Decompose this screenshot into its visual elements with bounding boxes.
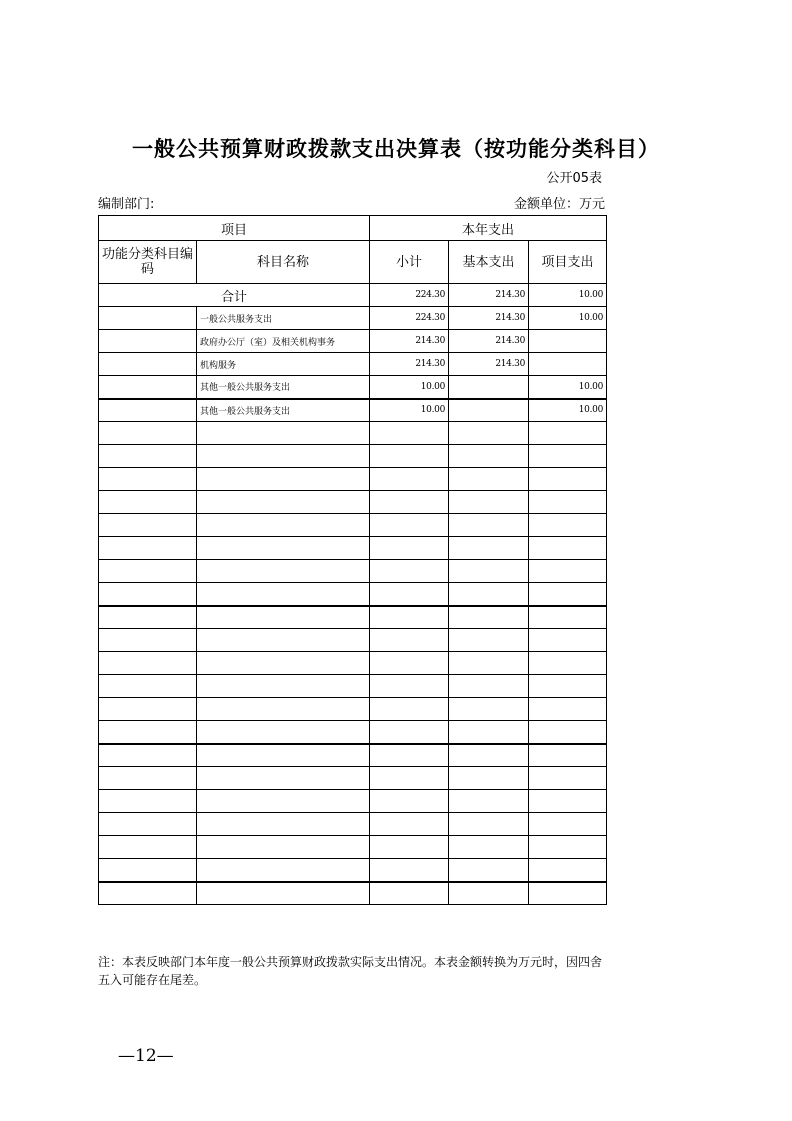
header-project: 项目支出 [529, 241, 607, 284]
empty-row [99, 813, 607, 836]
cell-text: 214.30 [495, 336, 526, 346]
cell-name [197, 353, 370, 376]
cell-subtotal [370, 468, 449, 491]
empty-row [99, 698, 607, 721]
header-subtotal: 小计 [370, 241, 449, 284]
table-code: 公开05表 [546, 171, 602, 186]
cell-code [0, 520, 7, 543]
empty-row [99, 537, 607, 560]
cell-project [529, 445, 607, 468]
cell-subtotal [370, 399, 449, 422]
cell-name [197, 629, 370, 652]
table-row [99, 399, 607, 422]
cell-project [529, 353, 607, 376]
cell-basic [449, 514, 529, 537]
cell-basic [449, 790, 529, 813]
cell-code [0, 980, 7, 1003]
cell-text: 其他一般公共服务支出 [200, 406, 291, 417]
cell-subtotal [370, 606, 449, 629]
cell-project [529, 376, 607, 399]
cell-name [197, 836, 370, 859]
cell-subtotal [370, 652, 449, 675]
cell-subtotal [370, 583, 449, 606]
cell-name [197, 744, 370, 767]
cell-code [0, 750, 7, 773]
cell-code [0, 474, 7, 497]
cell-project [529, 836, 607, 859]
cell-text: 10.00 [578, 381, 604, 392]
cell-project [529, 698, 607, 721]
cell-code [0, 773, 7, 796]
cell-subtotal [370, 537, 449, 560]
cell-basic [449, 721, 529, 744]
empty-row [99, 882, 607, 905]
header-item: 项目 [99, 216, 370, 241]
header-code: 功能分类科目编码 [99, 241, 197, 284]
cell-subtotal [370, 307, 449, 330]
cell-project [529, 721, 607, 744]
cell-project [529, 560, 607, 583]
cell-text: 214.30 [415, 336, 446, 346]
cell-text: 政府办公厅（室）及相关机构事务 [200, 337, 336, 348]
cell-name [197, 721, 370, 744]
cell-project [529, 813, 607, 836]
cell-subtotal [370, 330, 449, 353]
cell-subtotal [370, 629, 449, 652]
cell-project [529, 652, 607, 675]
cell-name [197, 560, 370, 583]
cell-basic [449, 652, 529, 675]
empty-row [99, 491, 607, 514]
cell-project [529, 537, 607, 560]
cell-basic [449, 767, 529, 790]
cell-text: 224.30 [415, 313, 446, 323]
cell-code [0, 796, 7, 819]
cell-project [529, 399, 607, 422]
cell-basic [449, 560, 529, 583]
cell-code [0, 1049, 7, 1072]
cell-project [529, 882, 607, 905]
cell-text: 机构服务 [200, 360, 237, 371]
empty-row [99, 560, 607, 583]
cell-name [197, 583, 370, 606]
total-subtotal: 224.30 [370, 284, 449, 307]
empty-row [99, 790, 607, 813]
cell-project [529, 307, 607, 330]
header-year-expense: 本年支出 [370, 216, 607, 241]
table-row [99, 330, 607, 353]
cell-name [197, 859, 370, 882]
total-label: 合计 [99, 284, 370, 307]
cell-text: 214.30 [415, 359, 446, 369]
cell-code [0, 566, 7, 589]
cell-name [197, 514, 370, 537]
cell-code [0, 612, 7, 635]
cell-subtotal [370, 675, 449, 698]
cell-basic [449, 468, 529, 491]
cell-code [0, 658, 7, 681]
empty-row [99, 422, 607, 445]
cell-code [0, 1003, 7, 1026]
cell-basic [449, 813, 529, 836]
cell-subtotal [370, 422, 449, 445]
empty-row [99, 445, 607, 468]
empty-row [99, 629, 607, 652]
cell-basic [449, 836, 529, 859]
header-basic: 基本支出 [449, 241, 529, 284]
cell-name [197, 882, 370, 905]
page-number: —12— [118, 1046, 174, 1066]
unit-label: 金额单位：万元 [513, 197, 605, 212]
cell-subtotal [370, 882, 449, 905]
cell-subtotal [370, 744, 449, 767]
cell-project [529, 675, 607, 698]
cell-name [197, 330, 370, 353]
page-title: 一般公共预算财政拨款支出决算表（按功能分类科目） [132, 137, 660, 161]
cell-project [529, 514, 607, 537]
cell-code [0, 911, 7, 934]
cell-name [197, 537, 370, 560]
cell-name [197, 790, 370, 813]
empty-row [99, 468, 607, 491]
cell-name [197, 606, 370, 629]
empty-row [99, 744, 607, 767]
empty-row [99, 836, 607, 859]
empty-row [99, 859, 607, 882]
total-row [99, 284, 607, 307]
table-row [99, 307, 607, 330]
cell-project [529, 767, 607, 790]
cell-subtotal [370, 790, 449, 813]
cell-basic [449, 698, 529, 721]
cell-name [197, 399, 370, 422]
total-basic: 214.30 [449, 284, 529, 307]
empty-row [99, 583, 607, 606]
cell-subtotal [370, 376, 449, 399]
cell-basic [449, 422, 529, 445]
cell-basic [449, 491, 529, 514]
expense-table [98, 215, 607, 905]
table-row [99, 353, 607, 376]
cell-subtotal [370, 698, 449, 721]
cell-basic [449, 307, 529, 330]
cell-basic [449, 445, 529, 468]
cell-basic [449, 399, 529, 422]
cell-project [529, 744, 607, 767]
cell-basic [449, 859, 529, 882]
cell-text: 其他一般公共服务支出 [200, 383, 291, 394]
empty-row [99, 675, 607, 698]
cell-subtotal [370, 813, 449, 836]
header-name: 科目名称 [197, 241, 370, 284]
cell-name [197, 468, 370, 491]
cell-subtotal [370, 721, 449, 744]
cell-basic [449, 353, 529, 376]
cell-text: 214.30 [495, 359, 526, 369]
cell-text: 10.00 [420, 381, 446, 392]
cell-basic [449, 537, 529, 560]
cell-name [197, 767, 370, 790]
cell-project [529, 790, 607, 813]
cell-name [197, 445, 370, 468]
cell-basic [449, 376, 529, 399]
cell-text: 10.00 [420, 405, 446, 416]
department-label: 编制部门: [98, 197, 155, 212]
cell-project [529, 583, 607, 606]
cell-basic [449, 629, 529, 652]
cell-project [529, 606, 607, 629]
cell-subtotal [370, 859, 449, 882]
cell-project [529, 422, 607, 445]
cell-subtotal [370, 491, 449, 514]
cell-basic [449, 606, 529, 629]
header-row-2 [99, 241, 607, 284]
cell-subtotal [370, 767, 449, 790]
empty-row [99, 514, 607, 537]
cell-subtotal [370, 560, 449, 583]
cell-name [197, 698, 370, 721]
cell-code [0, 635, 7, 658]
cell-code [0, 543, 7, 566]
footnote: 注：本表反映部门本年度一般公共预算财政拨款实际支出情况。本表金额转换为万元时，因四舍五入可能存在尾差。 [98, 955, 603, 987]
cell-project [529, 859, 607, 882]
cell-code [0, 681, 7, 704]
cell-subtotal [370, 836, 449, 859]
cell-text: 214.30 [495, 313, 526, 323]
empty-row [99, 721, 607, 744]
cell-text: 10.00 [578, 313, 604, 323]
cell-project [529, 629, 607, 652]
empty-row [99, 652, 607, 675]
cell-code [0, 888, 7, 911]
cell-text: 一般公共服务支出 [200, 314, 273, 325]
cell-text: 10.00 [578, 405, 604, 416]
cell-code [0, 497, 7, 520]
cell-subtotal [370, 353, 449, 376]
cell-basic [449, 675, 529, 698]
cell-name [197, 376, 370, 399]
cell-name [197, 307, 370, 330]
cell-name [197, 422, 370, 445]
cell-name [197, 813, 370, 836]
total-project: 10.00 [529, 284, 607, 307]
cell-project [529, 491, 607, 514]
cell-code [0, 819, 7, 842]
cell-basic [449, 882, 529, 905]
cell-code [0, 865, 7, 888]
cell-code [0, 727, 7, 750]
cell-basic [449, 744, 529, 767]
cell-project [529, 468, 607, 491]
cell-project [529, 330, 607, 353]
cell-name [197, 491, 370, 514]
empty-row [99, 767, 607, 790]
cell-name [197, 675, 370, 698]
cell-subtotal [370, 514, 449, 537]
empty-row [99, 606, 607, 629]
cell-code [0, 1026, 7, 1049]
cell-code [0, 589, 7, 612]
cell-code [0, 934, 7, 957]
cell-basic [449, 330, 529, 353]
header-row-1 [99, 216, 607, 241]
cell-name [197, 652, 370, 675]
cell-code [0, 842, 7, 865]
cell-basic [449, 583, 529, 606]
cell-code [0, 957, 7, 980]
cell-subtotal [370, 445, 449, 468]
table-row [99, 376, 607, 399]
cell-code [0, 704, 7, 727]
